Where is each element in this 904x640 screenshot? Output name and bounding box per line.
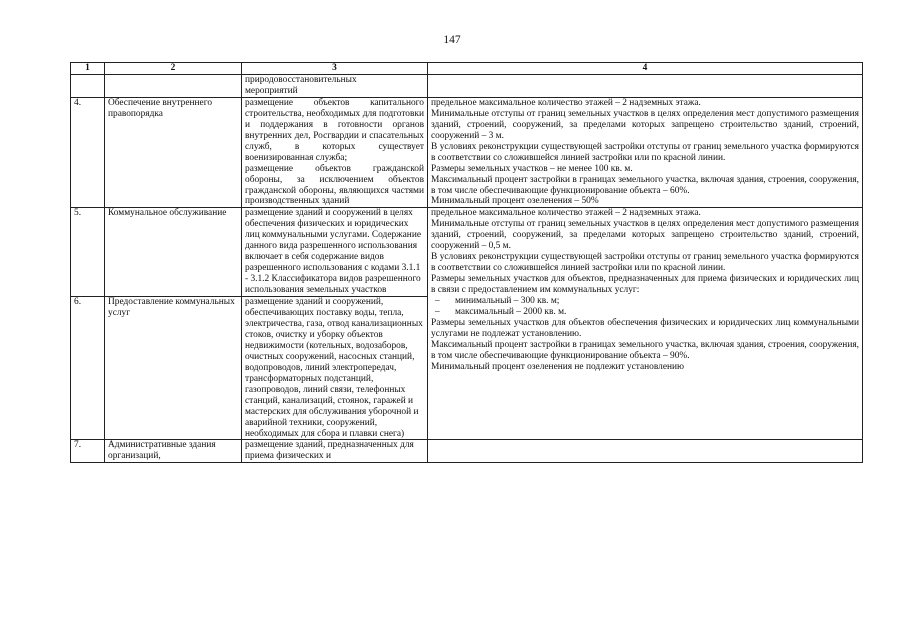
row5-desc: размещение зданий и сооружений в целях обеспечения физических и юридических лиц коммунальными услугами. Содержание данного вида разрешенного использования включает в себя содержание видов разрешенного использования с кодами 3.1.1 - 3.1.2 Классификатора видов разрешенного использования земельных участков: [242, 208, 428, 297]
row5-num: 5.: [71, 208, 105, 297]
row5-bullet-2: [431, 307, 859, 318]
row0-num: [71, 75, 105, 98]
row6-name: Предоставление коммунальных услуг: [105, 297, 242, 440]
bullet-marker: –: [435, 296, 440, 307]
row4-num: 4.: [71, 97, 105, 208]
row5-bullet-1: [431, 296, 859, 307]
table-row-5: [71, 208, 863, 297]
table-row-continued: [71, 75, 863, 98]
row4-param-6: Минимальный процент озеленения – 50%: [431, 196, 599, 207]
row5-name: Коммунальное обслуживание: [105, 208, 242, 297]
table-row-7: [71, 440, 863, 463]
row4-desc: [242, 97, 428, 208]
row5-param-4: Размеры земельных участков для объектов, предназначенных для приема физических и юридических лиц в связи с предоставлением им коммунальных услуг:: [431, 274, 859, 296]
bullet-text: минимальный – 300 кв. м;: [455, 296, 560, 307]
table-row-4: [71, 97, 863, 208]
row0-params: [428, 75, 863, 98]
text-line: размещение объектов капитального строительства, необходимых для подготовки и поддержания в готовности органов внутренних дел, Росгвардии и спасательных служб, в которых существует военизированная служба;: [245, 97, 424, 163]
row0-name: [105, 75, 242, 98]
row0-desc-line-1: природовосстановительных: [245, 75, 357, 85]
row5-param-3: В условиях реконструкции существующей застройки отступы от границ земельного участка формируются в соответствии со сложившейся линией застройки или по красной линии.: [431, 252, 859, 274]
table-header-row: [71, 63, 863, 75]
row4-params: [428, 97, 863, 208]
row7-desc: размещение зданий, предназначенных для приема физических и: [242, 440, 428, 463]
row0-desc: [242, 75, 428, 98]
page-number: 147: [443, 34, 461, 46]
row7-params: [428, 440, 863, 463]
row5-param-2: Минимальные отступы от границ земельных участков в целях определения мест допустимого размещения зданий, строений, сооружений, за пределами которых запрещено строительство зданий, строений, сооружений – 0,5 м.: [431, 219, 859, 252]
header-col-3: 3: [242, 63, 428, 75]
row5-params: [428, 208, 863, 440]
regulations-table: [70, 62, 863, 463]
row4-param-2: Минимальные отступы от границ земельных участков в целях определения мест допустимого размещения зданий, строений, сооружений, за пределами которых запрещено строительство зданий, строений, сооружений – 3 м.: [431, 108, 859, 141]
row0-desc-line-2: мероприятий: [245, 85, 298, 96]
row4-param-5: Максимальный процент застройки в границах земельного участка, включая здания, строения, сооружения, в том числе обеспечивающие функционирование объекта – 60%.: [431, 174, 859, 196]
row7-name: Административные здания организаций,: [105, 440, 242, 463]
row7-num: 7.: [71, 440, 105, 463]
row4-param-1: предельное максимальное количество этажей – 2 надземных этажа.: [431, 97, 701, 108]
header-col-2: 2: [105, 63, 242, 75]
header-col-4: 4: [428, 63, 863, 75]
row4-param-4: Размеры земельных участков – не менее 100 кв. м.: [431, 163, 633, 174]
row5-param-7: Минимальный процент озеленения не подлежит установлению: [431, 361, 685, 372]
text-line: размещение объектов гражданской обороны, за исключением объектов гражданской обороны, являющихся частями производственных зданий: [245, 163, 424, 207]
row5-param-1: предельное максимальное количество этажей – 2 надземных этажа.: [431, 208, 701, 219]
row6-num: 6.: [71, 297, 105, 440]
header-col-1: 1: [71, 63, 105, 75]
row4-name: Обеспечение внутреннего правопорядка: [105, 97, 242, 208]
row6-desc: размещение зданий и сооружений, обеспечивающих поставку воды, тепла, электричества, газа, отвод канализационных стоков, очистку и уборку объектов недвижимости (котельных, водозаборов, очистных сооружений, насосных станций, водопроводов, линий электропередач, трансформаторных подстанций, газопроводов, линий связи, телефонных станций, канализаций, стоянок, гаражей и мастерских для обслуживания уборочной и аварийной техники, сооружений, необходимых для сбора и плавки снега): [242, 297, 428, 440]
row4-desc-text: [245, 98, 424, 208]
row5-param-6: Максимальный процент застройки в границах земельного участка, включая здания, строения, сооружения, в том числе обеспечивающие функционирование объекта – 90%.: [431, 339, 859, 361]
row5-param-5: Размеры земельных участков для объектов обеспечения физических и юридических лиц коммунальными услугами не подлежат установлению.: [431, 317, 859, 339]
bullet-text: максимальный – 2000 кв. м.: [455, 307, 567, 318]
row4-param-3: В условиях реконструкции существующей застройки отступы от границ земельного участка формируются в соответствии со сложившейся линией застройки или по красной линии.: [431, 141, 859, 163]
bullet-marker: –: [435, 307, 440, 318]
